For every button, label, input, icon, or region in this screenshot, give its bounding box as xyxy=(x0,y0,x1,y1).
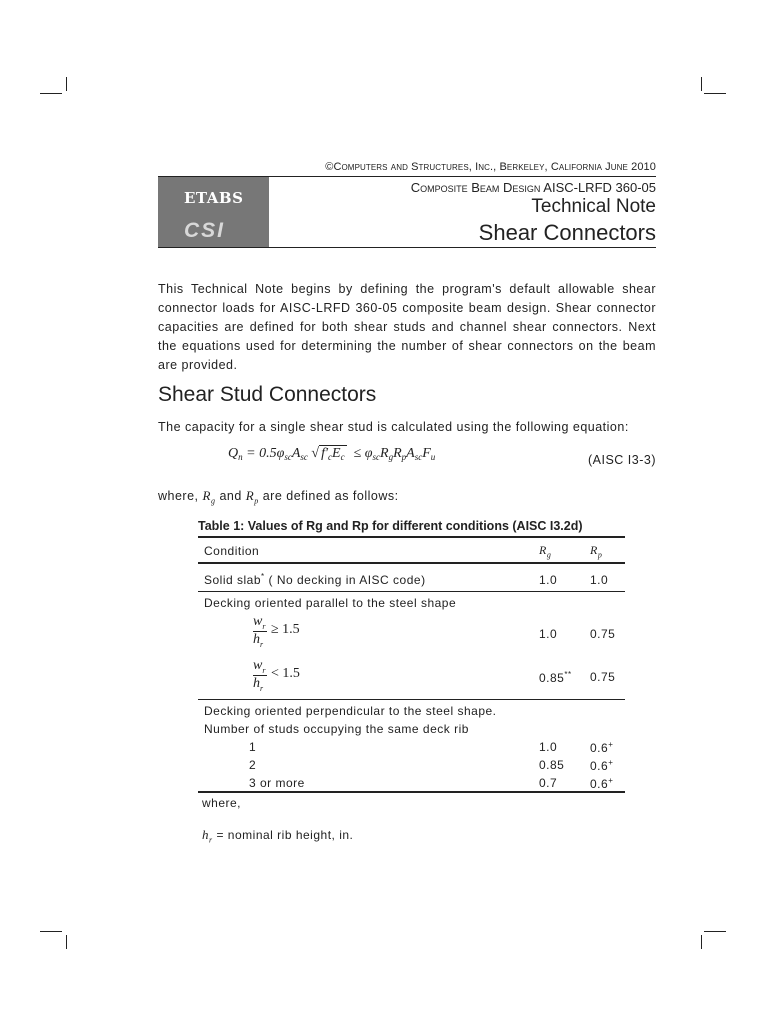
logo-etabs-text: ETABS xyxy=(184,189,244,207)
parallel-label: Decking oriented parallel to the steel shape xyxy=(204,596,457,610)
parallel-ge-rp: 0.75 xyxy=(590,627,616,641)
crop-mark xyxy=(66,935,67,949)
where-label: where, xyxy=(202,796,242,810)
perp-rp-cell: 0.6+ xyxy=(590,740,614,755)
perp-rg: 1.0 xyxy=(539,740,558,754)
hr-symbol: $h_r$ xyxy=(202,827,213,845)
perp-rg: 0.7 xyxy=(539,776,558,790)
header-rp: $R_p$ xyxy=(590,543,603,560)
studs-count: 3 or more xyxy=(249,776,305,790)
section-heading: Shear Stud Connectors xyxy=(158,383,377,406)
perpendicular-label-1: Decking oriented perpendicular to the steel shape. xyxy=(204,704,497,718)
crop-mark xyxy=(701,77,702,91)
studs-count: 2 xyxy=(249,758,257,772)
table-rule xyxy=(198,536,625,538)
header-rule-bottom xyxy=(158,247,656,248)
crop-mark xyxy=(40,931,62,932)
perp-rp: 0.6 xyxy=(590,777,609,791)
document-title: Shear Connectors xyxy=(478,220,656,245)
table-rule xyxy=(198,699,625,700)
hr-definition-text: = nominal rib height, in. xyxy=(216,828,354,842)
table-caption: Table 1: Values of Rg and Rp for different conditions (AISC I3.2d) xyxy=(198,519,583,533)
parallel-lt-rg: 0.85 xyxy=(539,671,565,685)
header-condition: Condition xyxy=(204,544,260,558)
shear-stud-equation: $Q_n = 0.5\varphi_{sc}A_{sc}$ √ $f'_cE_c \le \varphi_{sc}R_gR_pA_{sc}F_u$ xyxy=(228,446,436,462)
perp-rp-cell: 0.6+ xyxy=(590,776,614,791)
table-rule xyxy=(198,791,625,793)
perp-rp-cell: 0.6+ xyxy=(590,758,614,773)
studs-count: 1 xyxy=(249,740,257,754)
perp-rp: 0.6 xyxy=(590,759,609,773)
where-definition-line: where, $R_g$ and $R_p$ are defined as follows: xyxy=(158,488,399,506)
perpendicular-label-2: Number of studs occupying the same deck rib xyxy=(204,722,469,736)
header-rg: $R_g$ xyxy=(539,543,552,560)
copyright-line: ©Computers and Structures, Inc., Berkeley, California June 2010 xyxy=(325,161,656,173)
solid-rg: 1.0 xyxy=(539,573,558,587)
crop-mark xyxy=(704,93,726,94)
rg-symbol: $R_g$ xyxy=(202,488,216,506)
relation-lt: < 1.5 xyxy=(271,666,300,681)
document-type: Technical Note xyxy=(531,196,656,217)
perp-rg: 0.85 xyxy=(539,758,565,772)
etabs-csi-logo xyxy=(158,177,269,247)
solid-slab-label: Solid slab xyxy=(204,573,262,587)
crop-mark xyxy=(66,77,67,91)
parallel-ge-rg: 1.0 xyxy=(539,627,558,641)
where-suffix: are defined as follows: xyxy=(262,489,399,503)
parallel-lt-rg-cell: 0.85** xyxy=(539,670,572,685)
table-rule xyxy=(198,562,625,564)
relation-ge: ≥ 1.5 xyxy=(271,622,300,637)
parallel-lt-rp: 0.75 xyxy=(590,670,616,684)
rp-symbol: $R_p$ xyxy=(245,488,259,506)
perp-rp: 0.6 xyxy=(590,741,609,755)
table-rule xyxy=(198,591,625,592)
crop-mark xyxy=(704,931,726,932)
document-series: Composite Beam Design AISC-LRFD 360-05 xyxy=(410,180,656,195)
crop-mark xyxy=(701,935,702,949)
row-solid-slab: Solid slab* ( No decking in AISC code) xyxy=(204,572,426,587)
crop-mark xyxy=(40,93,62,94)
equation-reference: (AISC I3-3) xyxy=(587,453,656,467)
capacity-paragraph: The capacity for a single shear stud is calculated using the following equation: xyxy=(158,420,629,434)
solid-rp: 1.0 xyxy=(590,573,609,587)
solid-slab-note: ( No decking in AISC code) xyxy=(268,573,426,587)
where-prefix: where, xyxy=(158,489,199,503)
hr-definition xyxy=(202,827,353,845)
logo-csi-text: CSI xyxy=(184,219,226,242)
intro-paragraph: This Technical Note begins by defining the program's default allowable shear connector loads for AISC-LRFD 360-05 composite beam design. Shear connector capacities are defined for both shear studs and channel shear connectors. Next the equations used for determining the number of shear connectors on the beam are provided. xyxy=(158,282,656,372)
